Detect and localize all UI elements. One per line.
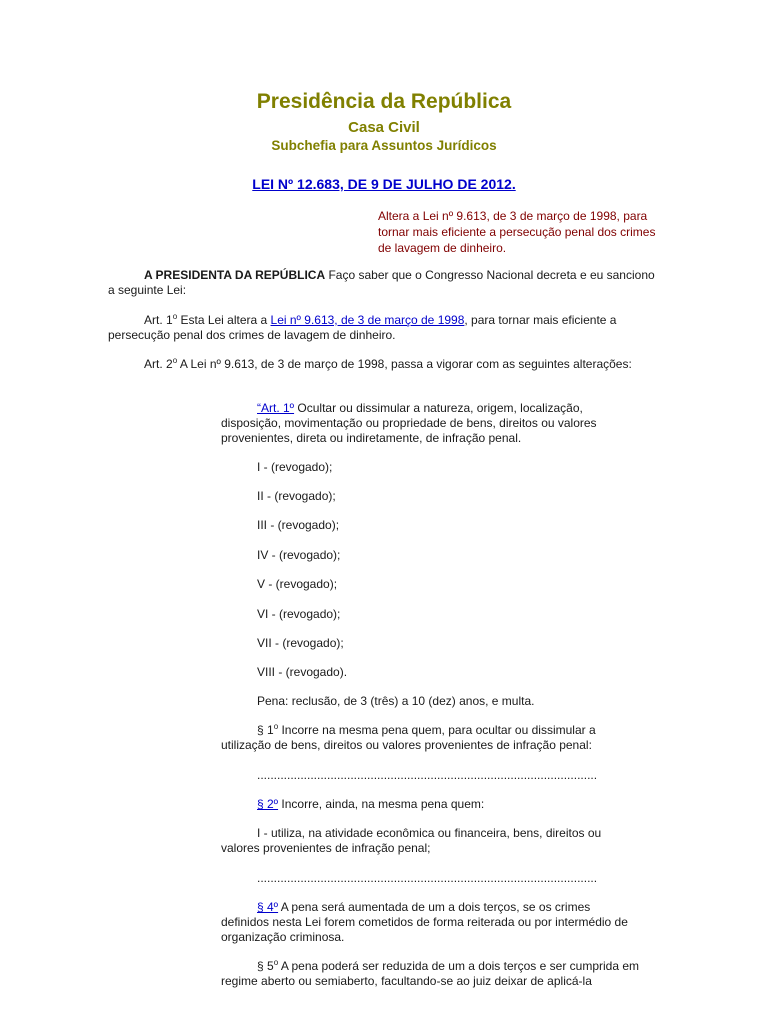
art1-text-after: , para tornar mais eficiente a persecução penal dos crimes de lavagem de dinheiro.	[108, 313, 617, 342]
par5-ordinal: o	[273, 958, 279, 967]
par1-paragraph	[221, 723, 641, 753]
item-v: V - (revogado);	[257, 577, 338, 591]
ellipsis-line-2: ......................................................................................................	[257, 871, 598, 885]
cited-art1-link[interactable]: “Art. 1º	[257, 401, 295, 415]
art2-text: A Lei nº 9.613, de 3 de março de 1998, passa a vigorar com as seguintes alterações:	[177, 357, 632, 371]
item-iii: III - (revogado);	[257, 518, 340, 532]
cited-art1-paragraph	[221, 401, 641, 446]
par2-link[interactable]: § 2º	[257, 797, 279, 811]
preamble-bold: A PRESIDENTA DA REPÚBLICA	[144, 268, 326, 282]
par1-label: § 1	[257, 723, 274, 737]
header-subchefia: Subchefia para Assuntos Jurídicos	[271, 138, 497, 153]
preamble-text: Faço saber que o Congresso Nacional decreta e eu sanciono a seguinte Lei:	[108, 268, 655, 297]
par4-text: A pena será aumentada de um a dois terços, se os crimes definidos nesta Lei forem cometidos de forma reiterada ou por intermédio de organização criminosa.	[221, 900, 628, 944]
art2-paragraph	[108, 357, 663, 372]
ementa: Altera a Lei nº 9.613, de 3 de março de 1998, para tornar mais eficiente a persecução penal dos crimes de lavagem de dinheiro.	[378, 209, 656, 255]
art1-label: Art. 1	[144, 313, 173, 327]
par5-text: A pena poderá ser reduzida de um a dois terços e ser cumprida em regime aberto ou semiaberto, facultando-se ao juiz deixar de aplicá-la	[221, 959, 640, 988]
par4-paragraph	[221, 900, 641, 945]
par5-label: § 5	[257, 959, 274, 973]
item-i: I - (revogado);	[257, 460, 333, 474]
ellipsis-line-1: ......................................................................................................	[257, 768, 598, 782]
item-viii: VIII - (revogado).	[257, 665, 348, 679]
art1-text-before: Esta Lei altera a	[177, 313, 271, 327]
item-iv: IV - (revogado);	[257, 548, 341, 562]
art2-label: Art. 2	[144, 357, 173, 371]
art1-paragraph	[108, 313, 663, 343]
law-title	[0, 176, 768, 192]
header-casa-civil: Casa Civil	[348, 119, 420, 136]
item-vii: VII - (revogado);	[257, 636, 344, 650]
par2-text: Incorre, ainda, na mesma pena quem:	[278, 797, 485, 811]
preamble-paragraph	[108, 268, 663, 298]
law-title-link[interactable]: LEI Nº 12.683, DE 9 DE JULHO DE 2012.	[252, 176, 516, 192]
par1-ordinal: o	[273, 722, 279, 731]
par1-text: Incorre na mesma pena quem, para ocultar ou dissimular a utilização de bens, direitos ou valores provenientes de infração penal:	[221, 723, 596, 752]
header-presidencia: Presidência da República	[256, 90, 512, 113]
par5-paragraph	[221, 959, 641, 989]
cited-art1-text: Ocultar ou dissimular a natureza, origem, localização, disposição, movimentação ou propriedade de bens, direitos ou valores provenientes, direta ou indiretamente, de infração penal.	[221, 401, 597, 445]
pena-paragraph: Pena: reclusão, de 3 (três) a 10 (dez) anos, e multa.	[257, 694, 535, 708]
item-vi: VI - (revogado);	[257, 607, 341, 621]
par4-link[interactable]: § 4º	[257, 900, 279, 914]
art1-ordinal: o	[172, 312, 178, 321]
par2-paragraph	[221, 797, 641, 812]
art1-law-link[interactable]: Lei nº 9.613, de 3 de março de 1998	[270, 313, 465, 327]
item-ii: II - (revogado);	[257, 489, 336, 503]
par2-item-i: I - utiliza, na atividade econômica ou financeira, bens, direitos ou valores provenientes de infração penal;	[221, 826, 602, 855]
art2-ordinal: o	[172, 356, 178, 365]
